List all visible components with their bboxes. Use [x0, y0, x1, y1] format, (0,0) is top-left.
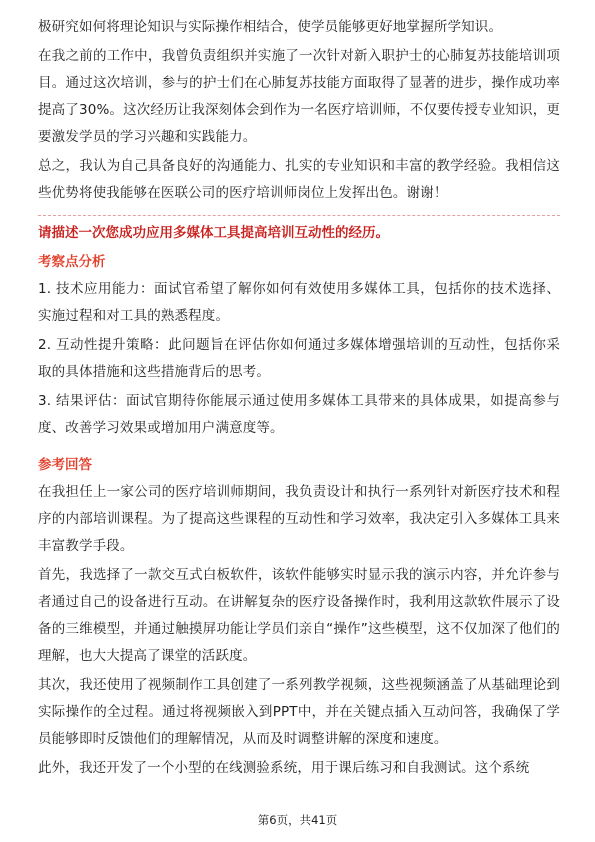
intro-paragraph: 总之，我认为自己具备良好的沟通能力、扎实的专业知识和丰富的教学经验。我相信这些优势将使我能够在医联公司的医疗培训师岗位上发挥出色。谢谢！	[38, 158, 560, 201]
document-page	[38, 14, 560, 784]
answer-paragraph: 其次，我还使用了视频制作工具创建了一系列教学视频，这些视频涵盖了从基础理论到实际操作的全过程。通过将视频嵌入到PPT中，并在关键点插入互动问答，我确保了学员能够即时反馈他们的理解情况，从而及时调整讲解的深度和速度。	[38, 677, 560, 747]
analysis-point: 2. 互动性提升策略：此问题旨在评估你如何通过多媒体增强培训的互动性，包括你采取的具体措施和这些措施背后的思考。	[38, 337, 560, 380]
intro-paragraph: 在我之前的工作中，我曾负责组织并实施了一次针对新入职护士的心肺复苏技能培训项目。通过这次培训，参与的护士们在心肺复苏技能方面取得了显著的进步，操作成功率提高了30%。这次经历让我深刻体会到作为一名医疗培训师，不仅要传授专业知识，更要激发学员的学习兴趣和实践能力。	[38, 48, 560, 145]
answer-paragraph: 此外，我还开发了一个小型的在线测验系统，用于课后练习和自我测试。这个系统	[38, 760, 530, 776]
analysis-point: 3. 结果评估：面试官期待你能展示通过使用多媒体工具带来的具体成果，如提高参与度、改善学习效果或增加用户满意度等。	[38, 393, 560, 436]
page-number: 第6页，共41页	[257, 813, 338, 827]
question-title: 请描述一次您成功应用多媒体工具提高培训互动性的经历。	[38, 225, 389, 241]
analysis-heading: 考察点分析	[38, 254, 106, 270]
answer-paragraph: 在我担任上一家公司的医疗培训师期间，我负责设计和执行一系列针对新医疗技术和程序的内部培训课程。为了提高这些课程的互动性和学习效率，我决定引入多媒体工具来丰富教学手段。	[38, 484, 560, 554]
answer-heading: 参考回答	[38, 457, 92, 473]
answer-paragraph: 首先，我选择了一款交互式白板软件，该软件能够实时显示我的演示内容，并允许参与者通过自己的设备进行互动。在讲解复杂的医疗设备操作时，我利用这款软件展示了设备的三维模型，并通过触摸屏功能让学员们亲自“操作”这些模型，这不仅加深了他们的理解，也大大提高了课堂的活跃度。	[38, 567, 560, 664]
analysis-point: 1. 技术应用能力：面试官希望了解你如何有效使用多媒体工具，包括你的技术选择、实施过程和对工具的熟悉程度。	[38, 281, 560, 324]
intro-paragraph: 极研究如何将理论知识与实际操作相结合，使学员能够更好地掌握所学知识。	[38, 19, 503, 35]
section-divider	[38, 215, 560, 216]
